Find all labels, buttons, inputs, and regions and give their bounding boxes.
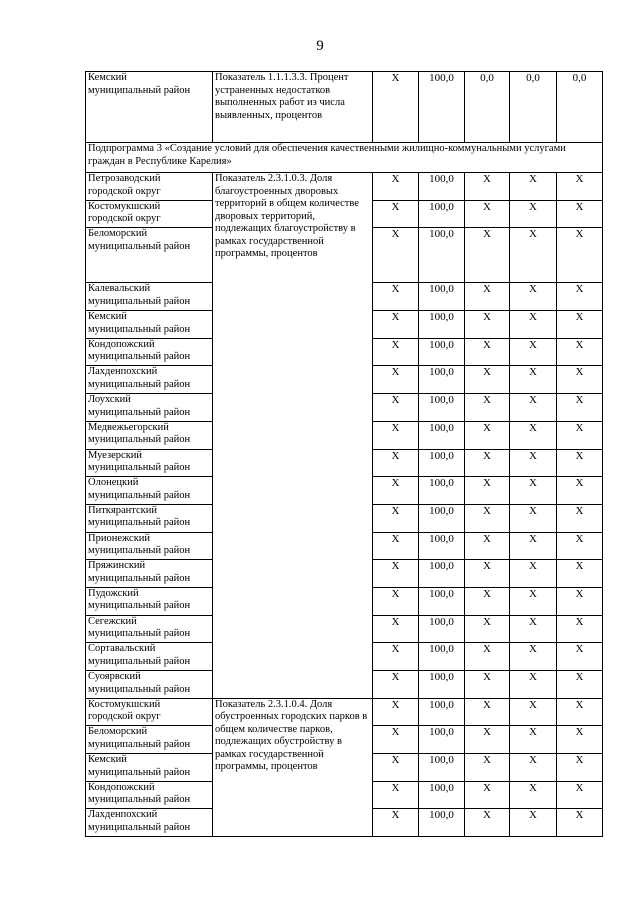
- district-cell: [86, 671, 213, 699]
- district-name-line: Лахденпохский: [88, 809, 158, 821]
- value-cell: Х: [373, 394, 419, 422]
- value-cell: Х: [510, 394, 557, 422]
- value-cell: Х: [510, 283, 557, 311]
- value-cell: 100,0: [419, 560, 465, 588]
- value-cell: 100,0: [419, 587, 465, 615]
- value-cell: 100,0: [419, 283, 465, 311]
- value-cell: Х: [465, 698, 510, 726]
- value-cell: Х: [465, 200, 510, 228]
- district-name-line: муниципальный район: [88, 655, 191, 667]
- value-cell: 0,0: [557, 72, 603, 143]
- value-cell: Х: [557, 421, 603, 449]
- district-cell: [86, 643, 213, 671]
- district-name-line: Калевальский: [88, 283, 151, 295]
- district-cell: [86, 532, 213, 560]
- district-cell: [86, 228, 213, 283]
- value-cell: Х: [510, 366, 557, 394]
- value-cell: Х: [373, 754, 419, 782]
- table-row: [86, 72, 603, 143]
- district-name-line: Беломорский: [88, 726, 148, 738]
- district-name-line: Кемский: [88, 754, 127, 766]
- district-name-line: Кемский: [88, 72, 127, 83]
- district-name-line: муниципальный район: [88, 794, 191, 806]
- district-name-line: муниципальный район: [88, 821, 191, 833]
- district-name-line: Лахденпохский: [88, 366, 158, 378]
- value-cell: Х: [465, 809, 510, 837]
- value-cell: Х: [510, 173, 557, 201]
- value-cell: Х: [373, 200, 419, 228]
- page-number: 9: [316, 38, 324, 54]
- value-cell: Х: [465, 615, 510, 643]
- value-cell: 100,0: [419, 366, 465, 394]
- district-cell: [86, 504, 213, 532]
- value-cell: Х: [373, 615, 419, 643]
- district-name-line: Беломорский: [88, 228, 148, 240]
- value-cell: Х: [373, 698, 419, 726]
- district-name-line: муниципальный район: [88, 738, 191, 750]
- value-cell: 100,0: [419, 228, 465, 283]
- value-cell: 100,0: [419, 449, 465, 477]
- value-cell: Х: [557, 726, 603, 754]
- value-cell: 100,0: [419, 726, 465, 754]
- district-name-line: муниципальный район: [88, 766, 191, 778]
- value-cell: Х: [373, 504, 419, 532]
- value-cell: Х: [465, 394, 510, 422]
- district-name-line: муниципальный район: [88, 628, 191, 640]
- value-cell: Х: [557, 643, 603, 671]
- value-cell: Х: [465, 587, 510, 615]
- value-cell: 100,0: [419, 504, 465, 532]
- district-cell: [86, 421, 213, 449]
- district-name-line: Сортавальский: [88, 643, 156, 655]
- value-cell: Х: [510, 809, 557, 837]
- value-cell: Х: [373, 311, 419, 339]
- value-cell: Х: [373, 173, 419, 201]
- value-cell: 100,0: [419, 173, 465, 201]
- value-cell: Х: [557, 477, 603, 505]
- district-cell: [86, 754, 213, 782]
- district-name-line: муниципальный район: [88, 600, 191, 612]
- value-cell: 0,0: [510, 72, 557, 143]
- value-cell: 100,0: [419, 421, 465, 449]
- value-cell: Х: [465, 643, 510, 671]
- district-name-line: Кондопожский: [88, 781, 155, 793]
- value-cell: Х: [557, 504, 603, 532]
- district-name-line: муниципальный район: [88, 323, 191, 335]
- district-name-line: Костомукшский: [88, 698, 161, 710]
- value-cell: Х: [557, 781, 603, 809]
- value-cell: Х: [557, 671, 603, 699]
- district-cell: [86, 809, 213, 837]
- value-cell: 0,0: [465, 72, 510, 143]
- district-name-line: муниципальный район: [88, 545, 191, 557]
- district-name-line: городской округ: [88, 213, 161, 225]
- value-cell: Х: [557, 311, 603, 339]
- value-cell: Х: [373, 643, 419, 671]
- value-cell: 100,0: [419, 671, 465, 699]
- value-cell: Х: [465, 781, 510, 809]
- value-cell: Х: [465, 228, 510, 283]
- value-cell: Х: [373, 366, 419, 394]
- district-name-line: городской округ: [88, 711, 161, 723]
- value-cell: Х: [510, 228, 557, 283]
- value-cell: Х: [465, 477, 510, 505]
- district-cell: [86, 283, 213, 311]
- district-name-line: Сегежский: [88, 615, 137, 627]
- district-cell: [86, 200, 213, 228]
- value-cell: Х: [373, 283, 419, 311]
- district-name-line: муниципальный район: [88, 240, 191, 252]
- value-cell: Х: [557, 698, 603, 726]
- district-cell: [86, 366, 213, 394]
- district-name-line: Петрозаводский: [88, 173, 161, 184]
- value-cell: Х: [465, 283, 510, 311]
- value-cell: Х: [510, 421, 557, 449]
- indicator-cell: Показатель 2.3.1.0.3. Доля благоустроенных дворовых территорий в общем количестве дворовых территорий, подлежащих благоустройству в рамках государственной программы, процентов: [213, 173, 373, 699]
- value-cell: Х: [510, 338, 557, 366]
- value-cell: Х: [510, 643, 557, 671]
- district-name-line: Медвежьегорский: [88, 421, 169, 433]
- value-cell: Х: [557, 173, 603, 201]
- indicator-cell: Показатель 2.3.1.0.4. Доля обустроенных городских парков в общем количестве парков, подлежащих обустройству в рамках государственной программы, процентов: [213, 698, 373, 836]
- district-cell: [86, 615, 213, 643]
- value-cell: 100,0: [419, 394, 465, 422]
- value-cell: Х: [465, 671, 510, 699]
- district-name-line: Муезерский: [88, 449, 143, 461]
- value-cell: Х: [510, 560, 557, 588]
- value-cell: Х: [510, 200, 557, 228]
- value-cell: Х: [465, 532, 510, 560]
- value-cell: Х: [373, 560, 419, 588]
- value-cell: Х: [557, 228, 603, 283]
- value-cell: Х: [510, 504, 557, 532]
- value-cell: Х: [510, 449, 557, 477]
- value-cell: Х: [557, 809, 603, 837]
- value-cell: 100,0: [419, 643, 465, 671]
- district-cell: [86, 587, 213, 615]
- value-cell: Х: [510, 781, 557, 809]
- value-cell: Х: [557, 394, 603, 422]
- district-name-line: муниципальный район: [88, 434, 191, 446]
- district-name-line: муниципальный район: [88, 683, 191, 695]
- value-cell: Х: [557, 283, 603, 311]
- value-cell: Х: [373, 671, 419, 699]
- value-cell: 100,0: [419, 338, 465, 366]
- district-name-line: Олонецкий: [88, 477, 139, 489]
- district-cell: [86, 560, 213, 588]
- value-cell: Х: [373, 726, 419, 754]
- district-name-line: Кемский: [88, 311, 127, 323]
- district-cell: [86, 698, 213, 726]
- district-name-line: Прионежский: [88, 532, 151, 544]
- district-name-line: муниципальный район: [88, 378, 191, 390]
- value-cell: Х: [373, 781, 419, 809]
- indicators-table: [85, 71, 603, 837]
- value-cell: Х: [465, 421, 510, 449]
- indicator-cell: Показатель 1.1.1.3.3. Процент устраненных недостатков выполненных работ из числа выявленных, процентов: [213, 72, 373, 143]
- value-cell: Х: [510, 587, 557, 615]
- value-cell: Х: [510, 726, 557, 754]
- value-cell: Х: [557, 366, 603, 394]
- district-name-line: муниципальный район: [88, 572, 191, 584]
- value-cell: Х: [373, 477, 419, 505]
- value-cell: Х: [510, 698, 557, 726]
- value-cell: Х: [465, 311, 510, 339]
- value-cell: Х: [465, 754, 510, 782]
- value-cell: 100,0: [419, 311, 465, 339]
- value-cell: Х: [510, 532, 557, 560]
- value-cell: Х: [373, 421, 419, 449]
- value-cell: 100,0: [419, 781, 465, 809]
- value-cell: 100,0: [419, 532, 465, 560]
- district-cell: [86, 394, 213, 422]
- district-name-line: муниципальный район: [88, 517, 191, 529]
- value-cell: Х: [373, 449, 419, 477]
- value-cell: Х: [510, 754, 557, 782]
- district-name-line: Лоухский: [88, 394, 131, 406]
- district-name-line: муниципальный район: [88, 84, 191, 96]
- value-cell: Х: [465, 726, 510, 754]
- value-cell: Х: [510, 671, 557, 699]
- value-cell: Х: [465, 173, 510, 201]
- value-cell: Х: [465, 338, 510, 366]
- district-cell: [86, 72, 213, 143]
- value-cell: Х: [510, 311, 557, 339]
- district-name-line: муниципальный район: [88, 489, 191, 501]
- value-cell: Х: [510, 615, 557, 643]
- value-cell: Х: [557, 615, 603, 643]
- subprogram-title: Подпрограмма 3 «Создание условий для обеспечения качественными жилищно-коммунальными услугами граждан в Республике Карелия»: [86, 143, 603, 173]
- value-cell: Х: [373, 228, 419, 283]
- district-cell: [86, 781, 213, 809]
- district-name-line: Кондопожский: [88, 338, 155, 350]
- value-cell: Х: [373, 72, 419, 143]
- value-cell: Х: [557, 754, 603, 782]
- value-cell: Х: [373, 809, 419, 837]
- district-name-line: Пудожский: [88, 587, 139, 599]
- value-cell: 100,0: [419, 477, 465, 505]
- value-cell: Х: [557, 532, 603, 560]
- value-cell: Х: [465, 366, 510, 394]
- district-name-line: муниципальный район: [88, 295, 191, 307]
- district-cell: [86, 726, 213, 754]
- value-cell: Х: [373, 532, 419, 560]
- district-name-line: Пряжинский: [88, 560, 146, 572]
- value-cell: Х: [557, 338, 603, 366]
- subprogram-row: [86, 143, 603, 173]
- district-cell: [86, 338, 213, 366]
- value-cell: Х: [557, 587, 603, 615]
- value-cell: 100,0: [419, 754, 465, 782]
- table-row: [86, 173, 603, 201]
- value-cell: Х: [557, 200, 603, 228]
- district-cell: [86, 311, 213, 339]
- value-cell: Х: [373, 338, 419, 366]
- value-cell: 100,0: [419, 809, 465, 837]
- value-cell: Х: [465, 449, 510, 477]
- value-cell: Х: [557, 560, 603, 588]
- district-cell: [86, 449, 213, 477]
- value-cell: Х: [465, 504, 510, 532]
- district-name-line: Суоярвский: [88, 671, 141, 682]
- district-cell: [86, 173, 213, 201]
- value-cell: 100,0: [419, 615, 465, 643]
- district-name-line: муниципальный район: [88, 462, 191, 473]
- table-row: [86, 698, 603, 726]
- value-cell: Х: [510, 477, 557, 505]
- value-cell: Х: [465, 560, 510, 588]
- value-cell: Х: [557, 449, 603, 477]
- district-cell: [86, 477, 213, 505]
- value-cell: Х: [373, 587, 419, 615]
- value-cell: 100,0: [419, 200, 465, 228]
- value-cell: 100,0: [419, 698, 465, 726]
- value-cell: 100,0: [419, 72, 465, 143]
- district-name-line: муниципальный район: [88, 406, 191, 418]
- district-name-line: муниципальный район: [88, 351, 191, 363]
- district-name-line: Костомукшский: [88, 200, 161, 212]
- district-name-line: городской округ: [88, 185, 161, 197]
- district-name-line: Питкярантский: [88, 504, 157, 516]
